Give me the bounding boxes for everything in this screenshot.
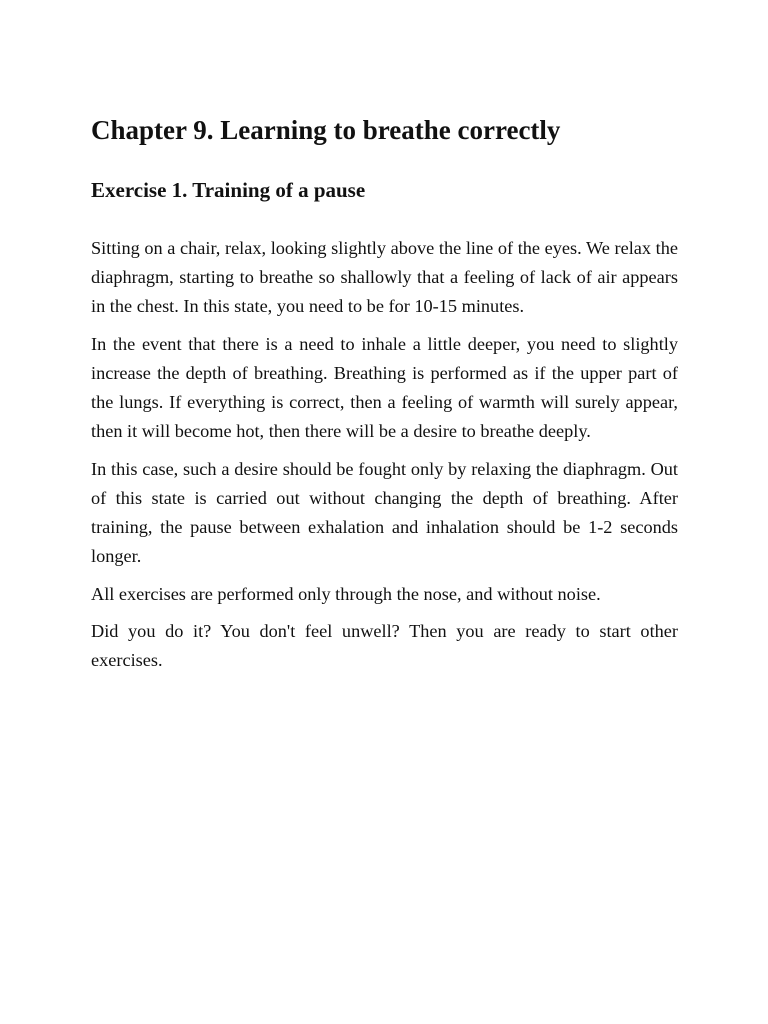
paragraph: In the event that there is a need to inhale a little deeper, you need to slightly increase the depth of breathing. Breathing is performed as if the upper part of the lungs. If everything is correct, then a feeling of warmth will surely appear, then it will become hot, then there will be a desire to breathe deeply.: [91, 333, 678, 442]
document-page: [91, 108, 678, 671]
body-text: [91, 234, 678, 684]
paragraph: In this case, such a desire should be fought only by relaxing the diaphragm. Out of this state is carried out without changing the depth of breathing. After training, the pause between exhalation and inhalation should be 1-2 seconds longer.: [91, 458, 678, 566]
paragraph: All exercises are performed only through the nose, and without noise.: [91, 583, 601, 604]
paragraph: Did you do it? You don't feel unwell? Then you are ready to start other exercises.: [91, 621, 678, 671]
paragraph: Sitting on a chair, relax, looking slightly above the line of the eyes. We relax the diaphragm, starting to breathe so shallowly that a feeling of lack of air appears in the chest. In this state, you need to be for 10-15 minutes.: [91, 238, 678, 317]
chapter-title: Chapter 9. Learning to breathe correctly: [91, 115, 561, 145]
exercise-title: Exercise 1. Training of a pause: [91, 178, 366, 202]
